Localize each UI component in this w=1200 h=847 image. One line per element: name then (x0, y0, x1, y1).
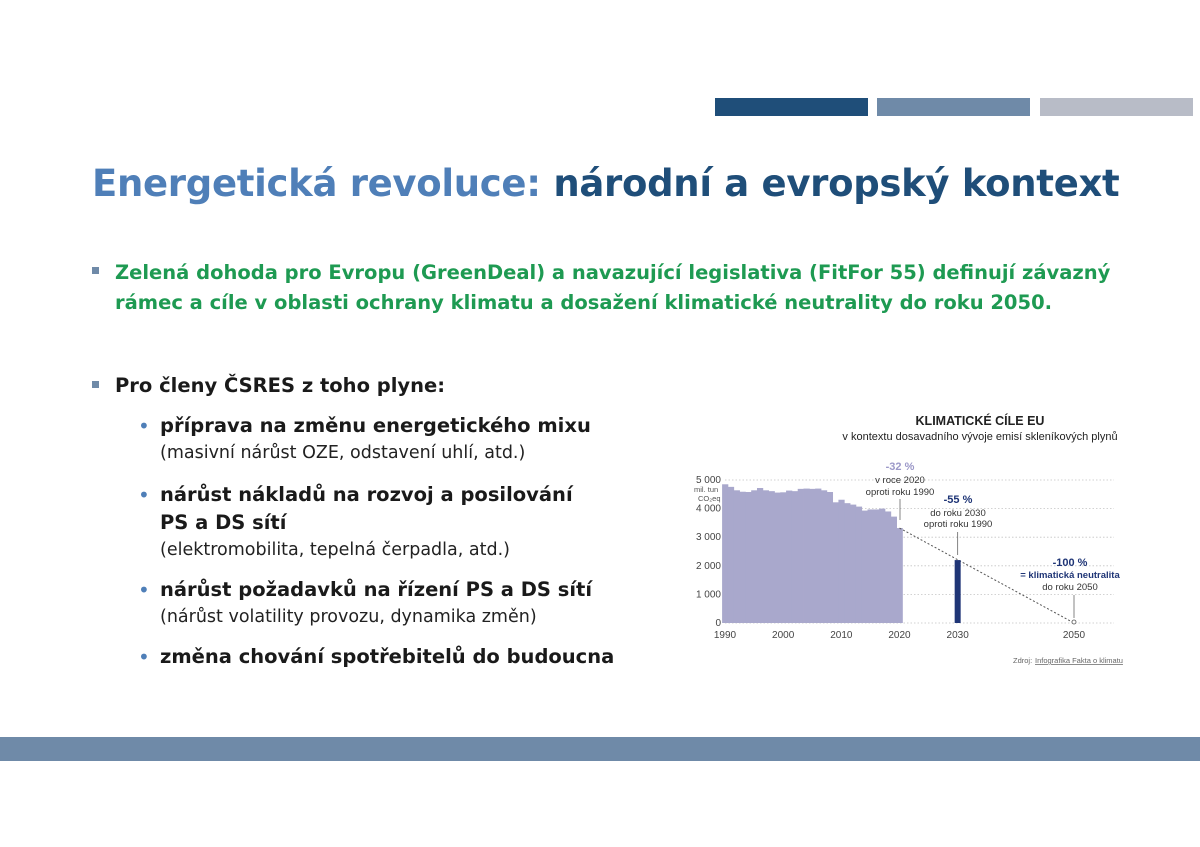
sub-bullet-consumer-behaviour (138, 643, 660, 671)
round-bullet-icon: • (138, 483, 150, 507)
emission-bar (804, 489, 810, 623)
chart-title: KLIMATICKÉ CÍLE EU (915, 414, 1045, 428)
emission-bar (763, 490, 769, 623)
emission-bar (734, 490, 740, 623)
emission-bar (815, 489, 821, 623)
annotation-2020-value: -32 % (885, 461, 915, 473)
y-tick-label: 3 000 (695, 532, 721, 544)
emission-bar (844, 503, 850, 623)
chart-ylabel-gas: CO₂eq (698, 494, 721, 503)
page-title (92, 162, 1119, 205)
y-tick-label: 5 000 (695, 475, 721, 486)
emission-bar (786, 491, 792, 623)
header-bar-light (1040, 98, 1193, 116)
x-tick-label: 2000 (772, 630, 795, 641)
y-tick-label: 4 000 (695, 503, 721, 515)
emission-bar (774, 493, 780, 623)
emission-bar (792, 491, 798, 623)
annotation-2050-line2: do roku 2050 (1042, 582, 1098, 593)
annotation-2050-value: -100 % (1052, 557, 1088, 569)
chart-ylabel-unit: mil. tun (694, 485, 719, 494)
y-tick-label: 0 (715, 618, 721, 629)
y-tick-label: 1 000 (695, 589, 721, 601)
sub-bullet-heading: příprava na změnu energetického mixu (160, 414, 591, 437)
round-bullet-icon: • (138, 414, 150, 438)
emission-bar (740, 492, 746, 623)
title-part-1: Energetická revoluce: (92, 162, 541, 205)
annotation-2020-line2: oproti roku 1990 (865, 487, 935, 498)
sub-bullet-energy-mix (138, 412, 660, 466)
sub-bullet-heading: změna chování spotřebitelů do budoucna (160, 645, 615, 668)
sub-bullet-note: (nárůst volatility provozu, dynamika změn) (160, 607, 537, 627)
target-2050-point (1072, 620, 1076, 624)
chart-source-prefix: Zdroj: (1013, 656, 1033, 665)
x-tick-label: 2030 (946, 630, 969, 641)
x-tick-label: 2020 (888, 630, 911, 641)
annotation-2030-line1: do roku 2030 (930, 508, 986, 519)
annotation-2020-line1: v roce 2020 (875, 475, 925, 486)
emission-bar (809, 489, 815, 623)
emission-bar (873, 509, 879, 623)
emission-bar (868, 509, 874, 623)
sub-bullet-grid-costs (138, 481, 600, 563)
emission-bar (722, 484, 728, 623)
target-2030-bar (955, 560, 961, 623)
sub-bullet-note: (masivní nárůst OZE, odstavení uhlí, atd.) (160, 443, 526, 463)
emission-bar (879, 509, 885, 623)
emission-bar (751, 490, 757, 623)
emission-bar (833, 502, 839, 623)
square-bullet-icon (92, 381, 99, 388)
emission-bar (838, 500, 844, 623)
emission-bar (769, 491, 775, 623)
annotation-2030-value: -55 % (943, 494, 973, 506)
chart-subtitle: v kontextu dosavadního vývoje emisí skleníkových plynů (842, 431, 1118, 443)
emission-bar (850, 505, 856, 623)
emission-bar (897, 528, 903, 623)
x-tick-label: 2010 (830, 630, 853, 641)
bullet-greendeal (92, 258, 1122, 318)
annotation-2030-line2: oproti roku 1990 (923, 519, 993, 530)
sub-bullet-note: (elektromobilita, tepelná čerpadla, atd.) (160, 540, 510, 560)
chart-source-link[interactable]: Infografika Fakta o klimatu (1035, 656, 1123, 665)
emission-bar (745, 492, 751, 623)
emission-bar (757, 488, 763, 623)
title-part-2: národní a evropský kontext (553, 162, 1120, 205)
emission-bar (862, 511, 868, 623)
emission-bar (885, 511, 891, 623)
x-tick-label: 1990 (713, 630, 737, 641)
square-bullet-icon (92, 267, 99, 274)
bullet-greendeal-text: Zelená dohoda pro Evropu (GreenDeal) a navazující legislativa (FitFor 55) definují závazný rámec a cíle v oblasti ochrany klimatu a dosažení klimatické neutrality do roku 2050. (115, 261, 1111, 314)
annotation-2050-line1: = klimatická neutralita (1020, 570, 1120, 581)
header-bar-dark (715, 98, 868, 116)
emission-bar (728, 487, 734, 623)
y-tick-label: 2 000 (695, 560, 721, 572)
sub-bullet-heading: nárůst požadavků na řízení PS a DS sítí (160, 578, 593, 601)
bullet-members-text: Pro členy ČSRES z toho plyne: (115, 374, 446, 397)
emission-bar (798, 489, 804, 623)
emission-bar (821, 490, 827, 623)
round-bullet-icon: • (138, 578, 150, 602)
footer-bar (0, 737, 1200, 761)
sub-bullet-grid-control (138, 576, 660, 630)
emissions-chart (680, 405, 1140, 675)
bullet-members (92, 372, 445, 400)
sub-bullet-heading: nárůst nákladů na rozvoj a posilování PS a DS sítí (160, 483, 573, 534)
emission-bar (891, 517, 897, 623)
emission-bar (827, 492, 833, 623)
emission-bar (780, 492, 786, 623)
emission-bar (856, 507, 862, 623)
x-tick-label: 2050 (1062, 630, 1086, 641)
header-bar-mid (877, 98, 1030, 116)
round-bullet-icon: • (138, 645, 150, 669)
